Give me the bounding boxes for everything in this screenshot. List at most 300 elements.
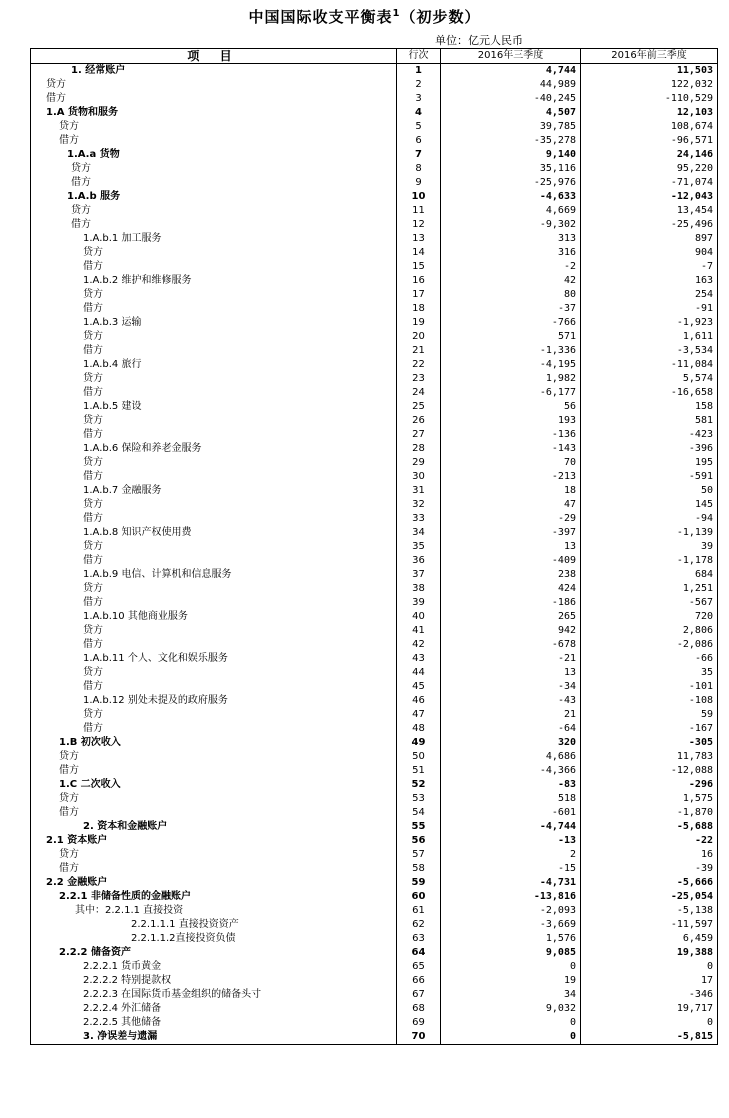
- row-value-q3: -34: [441, 680, 581, 694]
- row-value-q3: 34: [441, 988, 581, 1002]
- row-line-number: 18: [397, 302, 441, 316]
- row-line-number: 31: [397, 484, 441, 498]
- row-value-ytd: -5,666: [581, 876, 718, 890]
- row-value-ytd: 13,454: [581, 204, 718, 218]
- row-label: 借方: [31, 680, 397, 694]
- row-label: 2.2.2.2 特别提款权: [31, 974, 397, 988]
- row-line-number: 45: [397, 680, 441, 694]
- row-value-q3: 316: [441, 246, 581, 260]
- row-value-ytd: -25,496: [581, 218, 718, 232]
- row-line-number: 35: [397, 540, 441, 554]
- title-footnote-mark: 1: [392, 8, 401, 19]
- row-line-number: 39: [397, 596, 441, 610]
- row-line-number: 55: [397, 820, 441, 834]
- row-line-number: 61: [397, 904, 441, 918]
- row-line-number: 16: [397, 274, 441, 288]
- row-line-number: 65: [397, 960, 441, 974]
- row-value-ytd: -11,597: [581, 918, 718, 932]
- table-row: [31, 386, 718, 400]
- row-line-number: 52: [397, 778, 441, 792]
- row-line-number: 14: [397, 246, 441, 260]
- row-value-ytd: 1,575: [581, 792, 718, 806]
- table-row: [31, 890, 718, 904]
- row-line-number: 49: [397, 736, 441, 750]
- table-row: [31, 652, 718, 666]
- table-body: [31, 64, 718, 1045]
- row-label: 贷方: [31, 78, 397, 92]
- header-col1: 2016年三季度: [441, 49, 581, 64]
- row-value-ytd: -167: [581, 722, 718, 736]
- row-line-number: 47: [397, 708, 441, 722]
- title-text: 中国国际收支平衡表: [248, 8, 393, 26]
- row-value-q3: -4,366: [441, 764, 581, 778]
- row-line-number: 6: [397, 134, 441, 148]
- row-value-q3: -601: [441, 806, 581, 820]
- row-value-q3: -13,816: [441, 890, 581, 904]
- table-row: [31, 876, 718, 890]
- row-value-q3: -397: [441, 526, 581, 540]
- row-value-ytd: 59: [581, 708, 718, 722]
- row-line-number: 23: [397, 372, 441, 386]
- title-suffix: （初步数）: [400, 8, 481, 26]
- row-line-number: 33: [397, 512, 441, 526]
- row-value-q3: 4,669: [441, 204, 581, 218]
- row-label: 借方: [31, 344, 397, 358]
- row-label: 贷方: [31, 498, 397, 512]
- row-value-ytd: 897: [581, 232, 718, 246]
- header-line: 行次: [397, 49, 441, 64]
- row-value-q3: 39,785: [441, 120, 581, 134]
- table-row: [31, 694, 718, 708]
- table-row: [31, 302, 718, 316]
- table-row: [31, 400, 718, 414]
- row-line-number: 44: [397, 666, 441, 680]
- row-value-q3: -83: [441, 778, 581, 792]
- row-label: 借方: [31, 722, 397, 736]
- row-label: 2.2.2.5 其他储备: [31, 1016, 397, 1030]
- row-label: 1.A.b.3 运输: [31, 316, 397, 330]
- table-row: [31, 232, 718, 246]
- row-value-ytd: -12,043: [581, 190, 718, 204]
- row-value-q3: 9,085: [441, 946, 581, 960]
- row-line-number: 1: [397, 64, 441, 79]
- row-label: 贷方: [31, 624, 397, 638]
- row-value-ytd: 19,717: [581, 1002, 718, 1016]
- row-value-q3: -29: [441, 512, 581, 526]
- table-row: [31, 792, 718, 806]
- row-value-q3: 35,116: [441, 162, 581, 176]
- row-line-number: 68: [397, 1002, 441, 1016]
- table-row: [31, 120, 718, 134]
- row-line-number: 2: [397, 78, 441, 92]
- row-label: 1.A.b.6 保险和养老金服务: [31, 442, 397, 456]
- row-line-number: 11: [397, 204, 441, 218]
- table-row: [31, 1016, 718, 1030]
- table-row: [31, 946, 718, 960]
- row-line-number: 54: [397, 806, 441, 820]
- row-value-q3: 0: [441, 960, 581, 974]
- table-row: [31, 666, 718, 680]
- row-value-ytd: 11,783: [581, 750, 718, 764]
- table-row: [31, 806, 718, 820]
- row-value-q3: -766: [441, 316, 581, 330]
- table-row: [31, 162, 718, 176]
- table-row: [31, 372, 718, 386]
- row-line-number: 20: [397, 330, 441, 344]
- row-label: 1.A.b.8 知识产权使用费: [31, 526, 397, 540]
- row-label: 借方: [31, 176, 397, 190]
- row-value-ytd: 904: [581, 246, 718, 260]
- row-label: 贷方: [31, 288, 397, 302]
- row-value-ytd: 1,611: [581, 330, 718, 344]
- table-row: [31, 414, 718, 428]
- row-label: 贷方: [31, 666, 397, 680]
- row-label: 贷方: [31, 582, 397, 596]
- row-value-q3: 265: [441, 610, 581, 624]
- row-value-q3: 571: [441, 330, 581, 344]
- row-line-number: 32: [397, 498, 441, 512]
- table-row: [31, 218, 718, 232]
- row-label: 1.B 初次收入: [31, 736, 397, 750]
- row-value-ytd: 195: [581, 456, 718, 470]
- table-row: [31, 344, 718, 358]
- row-label: 借方: [31, 638, 397, 652]
- row-label: 2.2.2.1 货币黄金: [31, 960, 397, 974]
- row-value-ytd: -423: [581, 428, 718, 442]
- row-value-q3: -40,245: [441, 92, 581, 106]
- row-label: 1.A.b 服务: [31, 190, 397, 204]
- row-label: 2.1 资本账户: [31, 834, 397, 848]
- row-line-number: 12: [397, 218, 441, 232]
- table-row: [31, 932, 718, 946]
- table-row: [31, 134, 718, 148]
- balance-of-payments-table: [30, 48, 718, 1045]
- row-line-number: 40: [397, 610, 441, 624]
- row-value-ytd: 0: [581, 960, 718, 974]
- row-value-ytd: -12,088: [581, 764, 718, 778]
- row-label: 1.A 货物和服务: [31, 106, 397, 120]
- row-label: 1. 经常账户: [31, 64, 397, 79]
- row-value-q3: 9,140: [441, 148, 581, 162]
- row-value-ytd: -110,529: [581, 92, 718, 106]
- row-value-q3: 193: [441, 414, 581, 428]
- row-value-ytd: -296: [581, 778, 718, 792]
- row-value-ytd: -396: [581, 442, 718, 456]
- row-label: 1.A.b.5 建设: [31, 400, 397, 414]
- row-label: 贷方: [31, 848, 397, 862]
- row-label: 1.A.b.2 维护和维修服务: [31, 274, 397, 288]
- row-value-q3: -678: [441, 638, 581, 652]
- row-label: 贷方: [31, 456, 397, 470]
- table-row: [31, 246, 718, 260]
- row-label: 借方: [31, 428, 397, 442]
- row-value-q3: 18: [441, 484, 581, 498]
- row-value-q3: 4,507: [441, 106, 581, 120]
- row-line-number: 27: [397, 428, 441, 442]
- table-row: [31, 484, 718, 498]
- table-row: [31, 288, 718, 302]
- table-row: [31, 176, 718, 190]
- table-row: [31, 610, 718, 624]
- row-line-number: 63: [397, 932, 441, 946]
- row-line-number: 46: [397, 694, 441, 708]
- table-row: [31, 848, 718, 862]
- row-line-number: 25: [397, 400, 441, 414]
- table-row: [31, 764, 718, 778]
- table-row: [31, 722, 718, 736]
- row-line-number: 4: [397, 106, 441, 120]
- row-line-number: 56: [397, 834, 441, 848]
- table-row: [31, 708, 718, 722]
- row-value-ytd: -25,054: [581, 890, 718, 904]
- row-value-q3: -136: [441, 428, 581, 442]
- table-row: [31, 442, 718, 456]
- table-row: [31, 680, 718, 694]
- row-label: 借方: [31, 764, 397, 778]
- row-line-number: 15: [397, 260, 441, 274]
- row-value-ytd: -108: [581, 694, 718, 708]
- row-line-number: 41: [397, 624, 441, 638]
- row-line-number: 30: [397, 470, 441, 484]
- row-value-ytd: -1,923: [581, 316, 718, 330]
- row-value-q3: 19: [441, 974, 581, 988]
- row-line-number: 37: [397, 568, 441, 582]
- table-row: [31, 526, 718, 540]
- row-line-number: 38: [397, 582, 441, 596]
- table-row: [31, 330, 718, 344]
- row-label: 借方: [31, 386, 397, 400]
- row-value-q3: 313: [441, 232, 581, 246]
- table-row: [31, 582, 718, 596]
- row-value-ytd: -66: [581, 652, 718, 666]
- row-value-ytd: -94: [581, 512, 718, 526]
- row-value-ytd: 2,806: [581, 624, 718, 638]
- row-line-number: 21: [397, 344, 441, 358]
- row-line-number: 42: [397, 638, 441, 652]
- table-row: [31, 974, 718, 988]
- row-line-number: 70: [397, 1030, 441, 1045]
- row-value-q3: -6,177: [441, 386, 581, 400]
- row-line-number: 10: [397, 190, 441, 204]
- row-value-q3: -4,731: [441, 876, 581, 890]
- row-line-number: 57: [397, 848, 441, 862]
- row-label: 贷方: [31, 162, 397, 176]
- row-label: 贷方: [31, 246, 397, 260]
- row-line-number: 24: [397, 386, 441, 400]
- row-value-ytd: -5,138: [581, 904, 718, 918]
- row-line-number: 26: [397, 414, 441, 428]
- row-value-q3: 47: [441, 498, 581, 512]
- row-label: 2.2.2.4 外汇储备: [31, 1002, 397, 1016]
- row-value-q3: -2: [441, 260, 581, 274]
- row-label: 贷方: [31, 708, 397, 722]
- row-line-number: 58: [397, 862, 441, 876]
- row-value-ytd: 5,574: [581, 372, 718, 386]
- table-row: [31, 148, 718, 162]
- row-value-q3: 0: [441, 1030, 581, 1045]
- table-row: [31, 358, 718, 372]
- row-line-number: 28: [397, 442, 441, 456]
- row-line-number: 53: [397, 792, 441, 806]
- row-value-ytd: 163: [581, 274, 718, 288]
- table-row: [31, 596, 718, 610]
- row-value-ytd: -91: [581, 302, 718, 316]
- row-label: 贷方: [31, 330, 397, 344]
- row-line-number: 9: [397, 176, 441, 190]
- row-value-ytd: -5,815: [581, 1030, 718, 1045]
- row-line-number: 64: [397, 946, 441, 960]
- row-label: 贷方: [31, 414, 397, 428]
- table-row: [31, 540, 718, 554]
- row-value-q3: 70: [441, 456, 581, 470]
- row-line-number: 60: [397, 890, 441, 904]
- unit-label: 单位：亿元人民币: [435, 34, 523, 47]
- table-row: [31, 316, 718, 330]
- row-value-ytd: -1,178: [581, 554, 718, 568]
- row-label: 1.A.a 货物: [31, 148, 397, 162]
- row-line-number: 34: [397, 526, 441, 540]
- row-value-q3: -213: [441, 470, 581, 484]
- row-value-q3: 942: [441, 624, 581, 638]
- row-value-ytd: 50: [581, 484, 718, 498]
- row-value-ytd: -16,658: [581, 386, 718, 400]
- row-value-q3: -35,278: [441, 134, 581, 148]
- table-row: [31, 190, 718, 204]
- table-row: [31, 554, 718, 568]
- row-value-q3: 80: [441, 288, 581, 302]
- row-label: 借方: [31, 92, 397, 106]
- row-value-q3: -4,633: [441, 190, 581, 204]
- row-line-number: 43: [397, 652, 441, 666]
- row-value-q3: 13: [441, 540, 581, 554]
- row-value-q3: -4,195: [441, 358, 581, 372]
- row-label: 借方: [31, 596, 397, 610]
- row-value-q3: 518: [441, 792, 581, 806]
- row-value-ytd: -7: [581, 260, 718, 274]
- row-value-q3: 0: [441, 1016, 581, 1030]
- header-item: 项 目: [31, 49, 397, 64]
- header-col2: 2016年前三季度: [581, 49, 718, 64]
- row-value-q3: -25,976: [441, 176, 581, 190]
- row-value-q3: -1,336: [441, 344, 581, 358]
- row-value-ytd: 720: [581, 610, 718, 624]
- table-row: [31, 750, 718, 764]
- row-value-ytd: -39: [581, 862, 718, 876]
- row-value-ytd: 145: [581, 498, 718, 512]
- row-line-number: 59: [397, 876, 441, 890]
- row-line-number: 13: [397, 232, 441, 246]
- row-label: 借方: [31, 302, 397, 316]
- row-value-ytd: 158: [581, 400, 718, 414]
- row-line-number: 19: [397, 316, 441, 330]
- row-value-q3: 320: [441, 736, 581, 750]
- row-label: 2.2.1.1.2直接投资负债: [31, 932, 397, 946]
- row-line-number: 7: [397, 148, 441, 162]
- table-row: [31, 456, 718, 470]
- row-value-q3: 4,686: [441, 750, 581, 764]
- row-value-q3: 4,744: [441, 64, 581, 79]
- table-row: [31, 1030, 718, 1045]
- table-row: [31, 638, 718, 652]
- row-value-q3: 56: [441, 400, 581, 414]
- row-label: 2.2.1.1.1 直接投资资产: [31, 918, 397, 932]
- row-value-q3: -37: [441, 302, 581, 316]
- row-value-q3: 238: [441, 568, 581, 582]
- row-value-q3: -4,744: [441, 820, 581, 834]
- row-label: 贷方: [31, 792, 397, 806]
- row-value-ytd: 11,503: [581, 64, 718, 79]
- row-value-ytd: -591: [581, 470, 718, 484]
- row-label: 3. 净误差与遗漏: [31, 1030, 397, 1045]
- row-value-q3: 21: [441, 708, 581, 722]
- row-line-number: 22: [397, 358, 441, 372]
- row-value-ytd: -2,086: [581, 638, 718, 652]
- row-value-ytd: 1,251: [581, 582, 718, 596]
- row-label: 贷方: [31, 204, 397, 218]
- row-value-q3: -409: [441, 554, 581, 568]
- row-value-q3: -21: [441, 652, 581, 666]
- row-line-number: 17: [397, 288, 441, 302]
- row-label: 1.A.b.10 其他商业服务: [31, 610, 397, 624]
- row-value-ytd: -11,084: [581, 358, 718, 372]
- row-value-ytd: 19,388: [581, 946, 718, 960]
- row-value-ytd: 684: [581, 568, 718, 582]
- row-line-number: 5: [397, 120, 441, 134]
- table-row: [31, 904, 718, 918]
- row-line-number: 51: [397, 764, 441, 778]
- row-value-ytd: -305: [581, 736, 718, 750]
- row-label: 1.A.b.11 个人、文化和娱乐服务: [31, 652, 397, 666]
- row-label: 2.2.1 非储备性质的金融账户: [31, 890, 397, 904]
- row-label: 2.2 金融账户: [31, 876, 397, 890]
- row-value-q3: -43: [441, 694, 581, 708]
- row-value-ytd: -101: [581, 680, 718, 694]
- table-row: [31, 428, 718, 442]
- row-value-ytd: 35: [581, 666, 718, 680]
- table-row: [31, 78, 718, 92]
- row-value-ytd: 16: [581, 848, 718, 862]
- row-label: 其中：2.2.1.1 直接投资: [31, 904, 397, 918]
- table-row: [31, 820, 718, 834]
- row-value-q3: -3,669: [441, 918, 581, 932]
- row-label: 贷方: [31, 750, 397, 764]
- table-row: [31, 470, 718, 484]
- row-label: 贷方: [31, 372, 397, 386]
- row-line-number: 8: [397, 162, 441, 176]
- row-label: 借方: [31, 134, 397, 148]
- row-label: 1.C 二次收入: [31, 778, 397, 792]
- row-value-q3: -186: [441, 596, 581, 610]
- row-value-ytd: -71,074: [581, 176, 718, 190]
- row-value-q3: 2: [441, 848, 581, 862]
- table-row: [31, 988, 718, 1002]
- row-label: 贷方: [31, 540, 397, 554]
- table-row: [31, 64, 718, 79]
- row-value-ytd: 95,220: [581, 162, 718, 176]
- row-value-q3: 1,982: [441, 372, 581, 386]
- row-value-q3: 42: [441, 274, 581, 288]
- row-value-ytd: 39: [581, 540, 718, 554]
- row-value-q3: 13: [441, 666, 581, 680]
- row-value-ytd: 108,674: [581, 120, 718, 134]
- row-value-q3: 424: [441, 582, 581, 596]
- row-value-q3: -9,302: [441, 218, 581, 232]
- row-value-q3: -13: [441, 834, 581, 848]
- row-value-ytd: 0: [581, 1016, 718, 1030]
- table-row: [31, 92, 718, 106]
- row-value-ytd: 581: [581, 414, 718, 428]
- table-row: [31, 106, 718, 120]
